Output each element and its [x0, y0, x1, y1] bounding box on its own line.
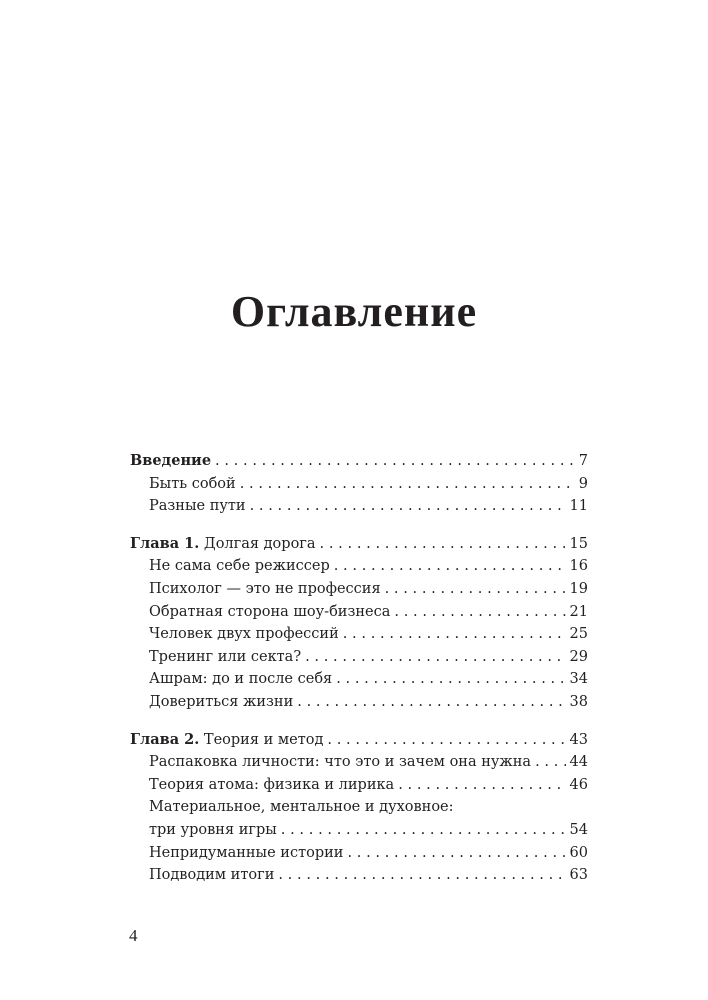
toc-page-number: 60: [569, 844, 588, 861]
toc-item[interactable]: [130, 842, 588, 865]
page-number: 4: [129, 926, 138, 945]
toc-item-label: Подводим итоги: [149, 867, 275, 884]
toc-section-lead: Глава 1.: [130, 534, 200, 552]
toc-section-lead: Глава 2.: [130, 730, 200, 748]
leader-dots: [398, 774, 565, 797]
toc-item-label: Тренинг или секта?: [149, 648, 302, 665]
leader-dots: [336, 668, 565, 691]
toc-item[interactable]: [130, 495, 588, 518]
toc-page-number: 54: [569, 821, 588, 838]
toc-item[interactable]: [130, 555, 588, 578]
toc-page-number: 21: [569, 603, 588, 620]
leader-dots: [250, 495, 566, 518]
toc-page-number: 63: [569, 867, 588, 884]
toc-item-label: Разные пути: [149, 498, 246, 515]
toc-section-lead: Введение: [130, 452, 212, 469]
toc-page-number: 29: [569, 648, 588, 665]
toc-item[interactable]: [130, 623, 588, 646]
toc-item[interactable]: [130, 691, 588, 714]
toc-item[interactable]: [130, 601, 588, 624]
toc-item[interactable]: [130, 819, 588, 842]
toc-item-label: Человек двух профессий: [149, 626, 339, 643]
toc-page-number: 44: [569, 754, 588, 771]
toc-item[interactable]: [130, 578, 588, 601]
toc-item-label: Непридуманные истории: [149, 844, 344, 861]
toc-item[interactable]: [130, 473, 588, 496]
leader-dots: [385, 578, 566, 601]
leader-dots: [281, 819, 566, 842]
toc-item[interactable]: [130, 751, 588, 774]
toc-page-number: 34: [569, 671, 588, 688]
toc-item-label: Теория атома: физика и лирика: [149, 776, 395, 793]
table-of-contents: [130, 450, 588, 887]
leader-dots: [297, 691, 565, 714]
toc-section-label: [130, 729, 323, 752]
leader-dots: [305, 646, 565, 669]
toc-page-number: 16: [569, 558, 588, 575]
toc-item-label: Ашрам: до и после себя: [149, 671, 333, 688]
page-title: Оглавление: [230, 287, 478, 336]
leader-dots: [320, 533, 566, 556]
toc-item-label: Психолог — это не профессия: [149, 580, 381, 597]
toc-page-number: 38: [569, 693, 588, 710]
toc-section-intro[interactable]: [130, 450, 588, 473]
leader-dots: [278, 864, 565, 887]
toc-item-label: Быть собой: [149, 475, 236, 492]
leader-dots: [327, 729, 565, 752]
toc-item-label: Довериться жизни: [149, 693, 294, 710]
toc-section-label: [130, 533, 316, 556]
toc-page-number: 9: [578, 475, 588, 492]
toc-section-chapter-2[interactable]: [130, 729, 588, 752]
toc-item-label-line-1: Материальное, ментальное и духовное:: [149, 799, 454, 816]
toc-item[interactable]: [130, 668, 588, 691]
toc-page-number: 19: [569, 580, 588, 597]
toc-item[interactable]: [130, 864, 588, 887]
toc-item[interactable]: [130, 774, 588, 797]
toc-page-number: 43: [569, 731, 588, 748]
toc-page-number: 15: [569, 535, 588, 552]
toc-page-number: 7: [578, 453, 588, 469]
leader-dots: [215, 450, 575, 473]
toc-section-rest: Долгая дорога: [199, 535, 316, 552]
toc-section-chapter-1[interactable]: [130, 533, 588, 556]
leader-dots: [347, 842, 565, 865]
toc-page-number: 46: [569, 776, 588, 793]
leader-dots: [240, 473, 575, 496]
toc-page-number: 25: [569, 626, 588, 643]
toc-item-label: три уровня игры: [149, 821, 277, 838]
toc-item-label: Обратная сторона шоу-бизнеса: [149, 603, 391, 620]
leader-dots: [334, 555, 566, 578]
leader-dots: [394, 601, 565, 624]
toc-page-number: 11: [569, 498, 588, 515]
toc-item-label: Распаковка личности: что это и зачем она нужна: [149, 754, 532, 771]
leader-dots: [343, 623, 566, 646]
toc-item[interactable]: [130, 646, 588, 669]
toc-section-label: [130, 450, 211, 473]
leader-dots: [535, 751, 565, 774]
toc-section-rest: Теория и метод: [199, 731, 324, 748]
toc-item-label: Не сама себе режиссер: [149, 558, 330, 575]
